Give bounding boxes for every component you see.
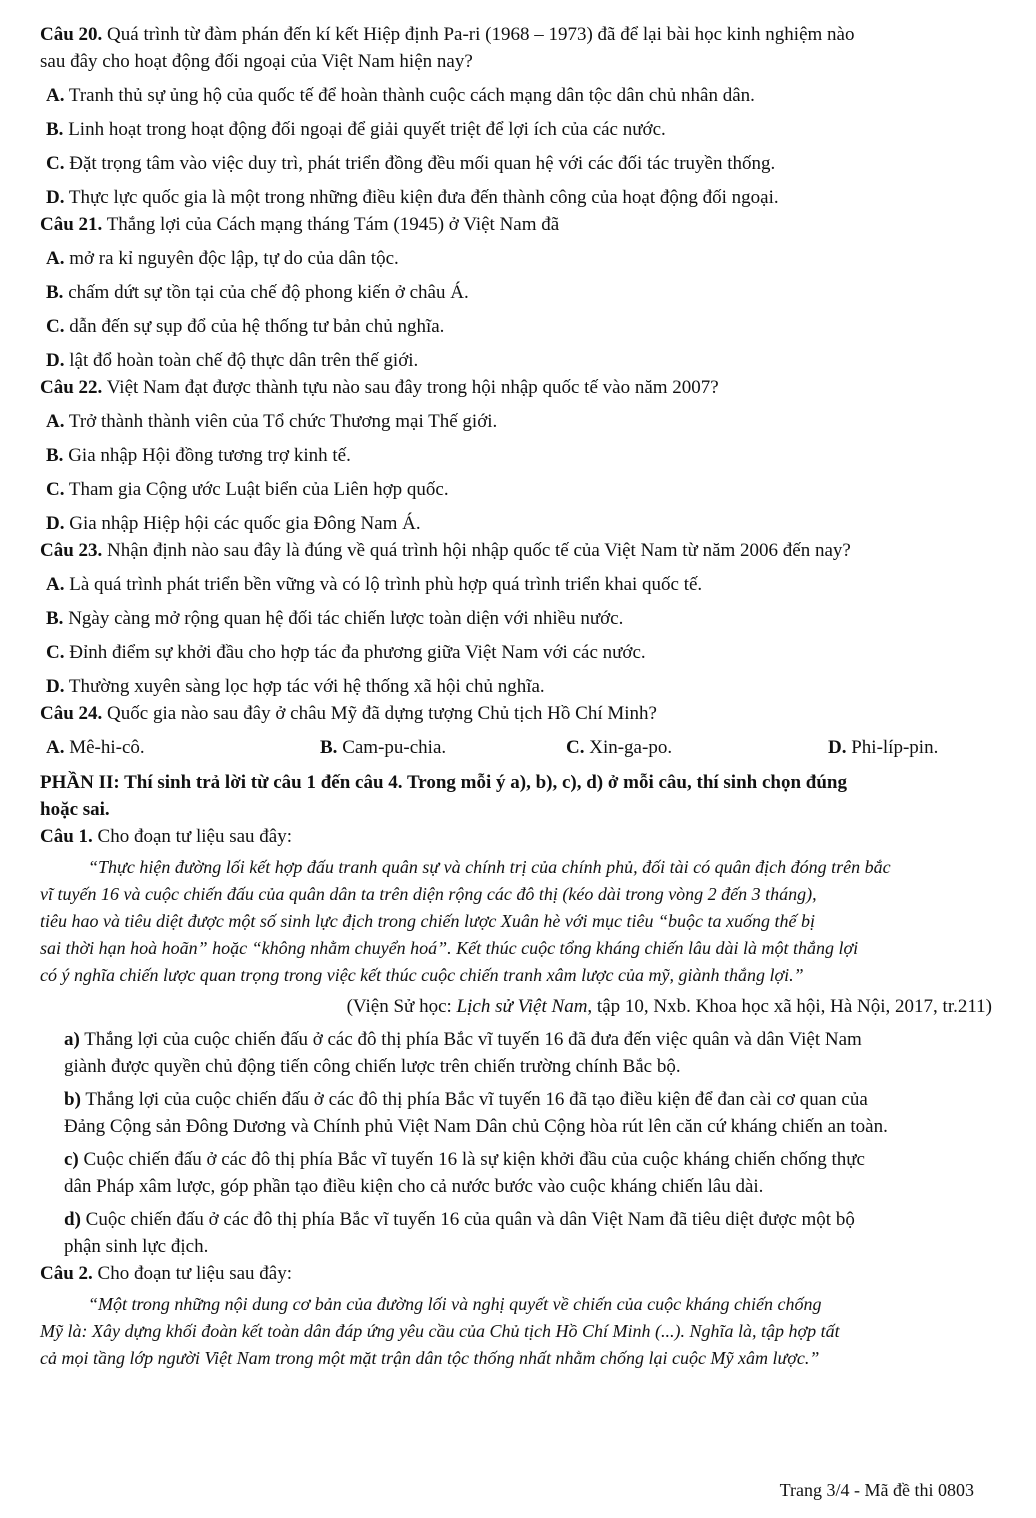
source-quote	[40, 854, 992, 989]
option-a: A. Tranh thủ sự ủng hộ của quốc tế để hoàn thành cuộc cách mạng dân tộc dân chủ nhân dân.	[46, 85, 755, 106]
option-a: A. Mê-hi-cô.	[46, 737, 145, 758]
quote-line: Mỹ là: Xây dựng khối đoàn kết toàn dân đáp ứng yêu cầu của Chủ tịch Hồ Chí Minh (...). Nghĩa là, tập hợp tất	[40, 1321, 840, 1341]
quote-line: sai thời hạn hoà hoãn” hoặc “không nhằm chuyển hoá”. Kết thúc cuộc tổng kháng chiến lâu dài là một thắng lợi	[40, 938, 859, 958]
question-24	[40, 700, 992, 761]
option-b: B. Gia nhập Hội đồng tương trợ kinh tế.	[46, 445, 351, 466]
question-21	[40, 211, 992, 374]
question-label: Câu 21.	[40, 214, 103, 235]
part2-question-1	[40, 823, 992, 1260]
question-text: Thắng lợi của Cách mạng tháng Tám (1945) ở Việt Nam đã	[102, 214, 560, 235]
option-a: A. Là quá trình phát triển bền vững và có lộ trình phù hợp quá trình triển khai quốc tế.	[46, 574, 703, 595]
statement-a: a) Thắng lợi của cuộc chiến đấu ở các đô thị phía Bắc vĩ tuyến 16 đã đưa đến việc quân và dân Việt Nam giành được quyền chủ động tiến công chiến lược trên chiến trường chính Bắc bộ.	[64, 1029, 862, 1077]
question-text-cont: sau đây cho hoạt động đối ngoại của Việt Nam hiện nay?	[40, 51, 473, 72]
option-b: B. Ngày càng mở rộng quan hệ đối tác chiến lược toàn diện với nhiều nước.	[46, 608, 624, 629]
option-a: A. mở ra kỉ nguyên độc lập, tự do của dân tộc.	[46, 248, 399, 269]
question-text: Cho đoạn tư liệu sau đây:	[92, 1263, 293, 1284]
option-c: C. Đặt trọng tâm vào việc duy trì, phát triển đồng đều mối quan hệ với các đối tác truyền thống.	[46, 153, 776, 174]
part2-heading-line2: hoặc sai.	[40, 799, 110, 820]
question-label: Câu 2.	[40, 1263, 93, 1284]
options-row	[40, 734, 992, 761]
statement-c: c) Cuộc chiến đấu ở các đô thị phía Bắc vĩ tuyến 16 là sự kiện khởi đầu của cuộc kháng chiến chống thực dân Pháp xâm lược, góp phần tạo điều kiện cho cả nước bước vào cuộc kháng chiến lâu dài.	[64, 1149, 865, 1197]
option-d: D. Thực lực quốc gia là một trong những điều kiện đưa đến thành công của hoạt động đối ngoại.	[46, 187, 779, 208]
question-text: Quốc gia nào sau đây ở châu Mỹ đã dựng tượng Chủ tịch Hồ Chí Minh?	[102, 703, 657, 724]
quote-line: “Thực hiện đường lối kết hợp đấu tranh quân sự và chính trị của chính phủ, đối tài có quân địch đóng trên bắc	[88, 857, 891, 877]
part2-question-2	[40, 1260, 992, 1372]
source-quote	[40, 1291, 992, 1372]
question-20	[40, 21, 992, 211]
question-label: Câu 22.	[40, 377, 103, 398]
question-label: Câu 24.	[40, 703, 103, 724]
option-b: B. chấm dứt sự tồn tại của chế độ phong kiến ở châu Á.	[46, 282, 469, 303]
statement-b: b) Thắng lợi của cuộc chiến đấu ở các đô thị phía Bắc vĩ tuyến 16 đã tạo điều kiện để đan cài cơ quan của Đảng Cộng sản Đông Dương và Chính phủ Việt Nam Dân chủ Cộng hòa rút lên căn cứ kháng chiến an toàn.	[64, 1089, 888, 1137]
option-d: D. lật đổ hoàn toàn chế độ thực dân trên thế giới.	[46, 350, 419, 371]
quote-line: có ý nghĩa chiến lược quan trọng trong việc kết thúc cuộc chiến tranh xâm lược của mỹ, giành thắng lợi.”	[40, 965, 804, 985]
question-text: Cho đoạn tư liệu sau đây:	[92, 826, 293, 847]
option-c: C. dẫn đến sự sụp đổ của hệ thống tư bản chủ nghĩa.	[46, 316, 445, 337]
option-a: A. Trở thành thành viên của Tổ chức Thương mại Thế giới.	[46, 411, 498, 432]
question-label: Câu 20.	[40, 24, 103, 45]
quote-line: tiêu hao và tiêu diệt được một số sinh lực địch trong chiến lược Xuân hè với mục tiêu “buộc ta xuống thế bị	[40, 911, 815, 931]
question-text: Việt Nam đạt được thành tựu nào sau đây trong hội nhập quốc tế vào năm 2007?	[102, 377, 719, 398]
option-d: D. Gia nhập Hiệp hội các quốc gia Đông Nam Á.	[46, 513, 421, 534]
part2-heading-line1: PHẦN II: Thí sinh trả lời từ câu 1 đến câu 4. Trong mỗi ý a), b), c), d) ở mỗi câu, thí sinh chọn đúng	[40, 772, 847, 793]
option-c: C. Tham gia Cộng ước Luật biển của Liên hợp quốc.	[46, 479, 449, 500]
option-c: C. Xin-ga-po.	[566, 737, 673, 758]
quote-line: vĩ tuyến 16 và cuộc chiến đấu của quân dân ta trên diện rộng các đô thị (kéo dài trong vòng 2 đến 3 tháng),	[40, 884, 817, 904]
page-footer: Trang 3/4 - Mã đề thi 0803	[779, 1480, 974, 1500]
question-23	[40, 537, 992, 700]
source-citation: (Viện Sử học: Lịch sử Việt Nam, tập 10, Nxb. Khoa học xã hội, Hà Nội, 2017, tr.211)	[346, 996, 992, 1017]
question-text: Quá trình từ đàm phán đến kí kết Hiệp định Pa-ri (1968 – 1973) đã để lại bài học kinh nghiệm nào	[102, 24, 855, 45]
part2-heading	[40, 769, 992, 823]
question-text: Nhận định nào sau đây là đúng về quá trình hội nhập quốc tế của Việt Nam từ năm 2006 đến nay?	[102, 540, 851, 561]
option-b: B. Cam-pu-chia.	[320, 737, 447, 758]
option-d: D. Phi-líp-pin.	[828, 737, 939, 758]
option-b: B. Linh hoạt trong hoạt động đối ngoại để giải quyết triệt để lợi ích của các nước.	[46, 119, 666, 140]
quote-line: “Một trong những nội dung cơ bản của đường lối và nghị quyết về chiến của cuộc kháng chiến chống	[88, 1294, 822, 1314]
quote-line: cả mọi tầng lớp người Việt Nam trong một mặt trận dân tộc thống nhất nhằm chống lại cuộc Mỹ xâm lược.”	[40, 1348, 820, 1368]
question-label: Câu 1.	[40, 826, 93, 847]
question-22	[40, 374, 992, 537]
option-d: D. Thường xuyên sàng lọc hợp tác với hệ thống xã hội chủ nghĩa.	[46, 676, 545, 697]
option-c: C. Đỉnh điểm sự khởi đầu cho hợp tác đa phương giữa Việt Nam với các nước.	[46, 642, 646, 663]
statement-d: d) Cuộc chiến đấu ở các đô thị phía Bắc vĩ tuyến 16 của quân và dân Việt Nam đã tiêu diệt được một bộ phận sinh lực địch.	[64, 1209, 855, 1257]
question-label: Câu 23.	[40, 540, 103, 561]
